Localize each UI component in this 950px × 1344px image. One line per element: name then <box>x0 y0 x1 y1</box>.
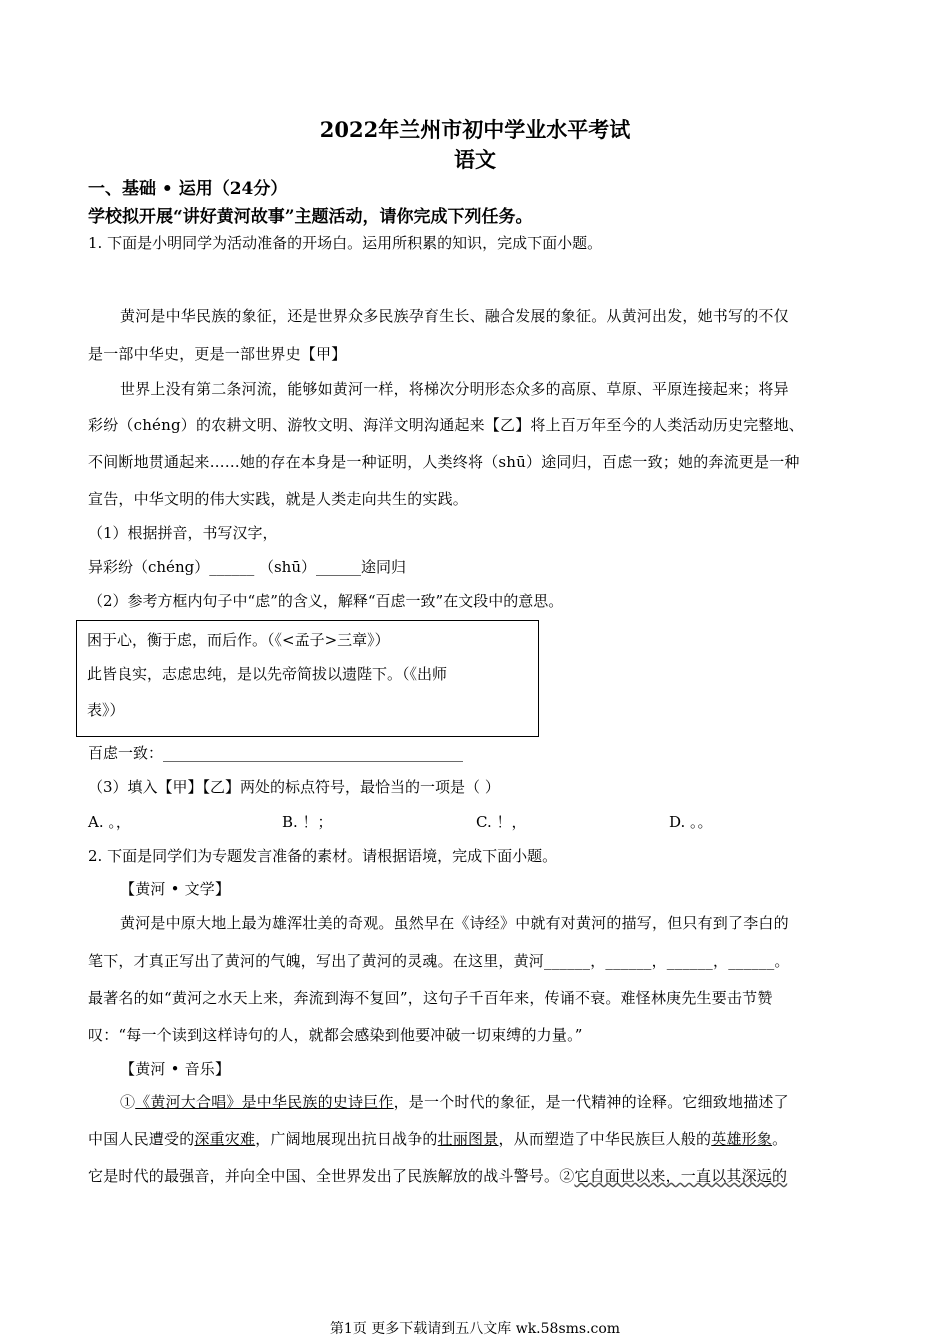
reference-box <box>76 620 539 737</box>
exam-title: 2022年兰州市初中学业水平考试 <box>319 117 631 142</box>
lit-line: 最著名的如“黄河之水天上来，奔流到海不复回”，这句子千百年来，传诵不衰。难怪林庚先生要击节赞 <box>88 989 773 1007</box>
page-footer: 第1页 更多下载请到五八文库 wk.58sms.com <box>329 1321 621 1337</box>
music-text: ，是一个时代的象征，是一代精神的诠释。它细致地描述了 <box>393 1093 789 1111</box>
option-a: A. 。， <box>88 813 131 831</box>
q1-passage-line: 不间断地贯通起来……她的存在本身是一种证明，人类终将（shū）途同归，百虑一致；她的奔流更是一种 <box>88 453 800 471</box>
music-line-2 <box>88 1128 787 1149</box>
exam-subject: 语文 <box>454 147 496 172</box>
music-text: ，广阔地展现出抗日战争的 <box>255 1130 438 1148</box>
q1-passage-line: 黄河是中华民族的象征，还是世界众多民族孕育生长、融合发展的象征。从黄河出发，她书写的不仅 <box>120 307 789 325</box>
reference-line: 表》） <box>87 701 125 719</box>
underlined-phrase: 深重灾难 <box>194 1130 256 1148</box>
option-c: C. ！， <box>476 813 527 831</box>
q1-sub1: （1）根据拼音，书写汉字， <box>88 524 278 542</box>
q1-passage-line: 是一部中华史，更是一部世界史【甲】 <box>88 345 347 363</box>
lit-line: 叹：“每一个读到这样诗句的人，就都会感染到他要冲破一切束缚的力量。” <box>88 1026 583 1044</box>
reference-line: 此皆良实，志虑忠纯，是以先帝简拔以遗陛下。（《出师 <box>87 665 448 683</box>
underlined-phrase: 壮丽图景 <box>437 1130 499 1148</box>
lit-line: 笔下，才真正写出了黄河的气魄，写出了黄河的灵魂。在这里，黄河______，______，______，______。 <box>88 952 790 970</box>
music-line-1 <box>120 1091 789 1112</box>
option-d: D. 。。 <box>669 813 713 831</box>
q1-sub3: （3）填入【甲】【乙】两处的标点符号，最恰当的一项是（ ） <box>88 778 500 796</box>
circled-number-1: ① <box>120 1093 136 1111</box>
music-text: 它是时代的最强音，并向全中国、全世界发出了民族解放的战斗警号。② <box>88 1167 575 1185</box>
section-task: 学校拟开展“讲好黄河故事”主题活动，请你完成下列任务。 <box>88 207 533 227</box>
music-text: ，从而塑造了中华民族巨人般的 <box>498 1130 712 1148</box>
underlined-phrase: 《黄河大合唱》是中华民族的史诗巨作 <box>135 1093 394 1111</box>
music-line-3 <box>88 1165 787 1186</box>
music-heading: 【黄河 • 音乐】 <box>120 1060 231 1078</box>
music-text: 中国人民遭受的 <box>88 1130 195 1148</box>
question-1-stem: 1. 下面是小明同学为活动准备的开场白。运用所积累的知识，完成下面小题。 <box>88 234 603 252</box>
q1-answer-line: 百虑一致：________________________________________ <box>88 744 464 762</box>
q1-passage-line: 宣告，中华文明的伟大实践，就是人类走向共生的实践。 <box>88 490 469 508</box>
lit-line: 黄河是中原大地上最为雄浑壮美的奇观。虽然早在《诗经》中就有对黄河的描写，但只有到了李白的 <box>120 914 789 932</box>
option-b: B. ！； <box>282 813 333 831</box>
q1-sub2: （2）参考方框内句子中“虑”的含义，解释“百虑一致”在文段中的意思。 <box>88 592 564 610</box>
lit-heading: 【黄河 • 文学】 <box>120 880 231 898</box>
underlined-phrase: 英雄形象 <box>711 1130 773 1148</box>
question-2-stem: 2. 下面是同学们为专题发言准备的素材。请根据语境，完成下面小题。 <box>88 847 558 865</box>
wavy-underlined-phrase: 它自面世以来，一直以其深远的 <box>574 1167 788 1185</box>
q1-sub1-blanks: 异彩纷（chéng）______ （shū）______途同归 <box>88 558 406 576</box>
q1-passage-line: 彩纷（chéng）的农耕文明、游牧文明、海洋文明沟通起来【乙】将上百万年至今的人类活动历史完整地、 <box>88 416 805 434</box>
music-text: 。 <box>772 1130 788 1148</box>
reference-line: 困于心，衡于虑，而后作。（《<孟子>三章》） <box>87 631 390 649</box>
section-heading: 一、基础 • 运用（24分） <box>88 179 288 199</box>
q1-passage-line: 世界上没有第二条河流，能够如黄河一样，将梯次分明形态众多的高原、草原、平原连接起来；将异 <box>120 380 789 398</box>
